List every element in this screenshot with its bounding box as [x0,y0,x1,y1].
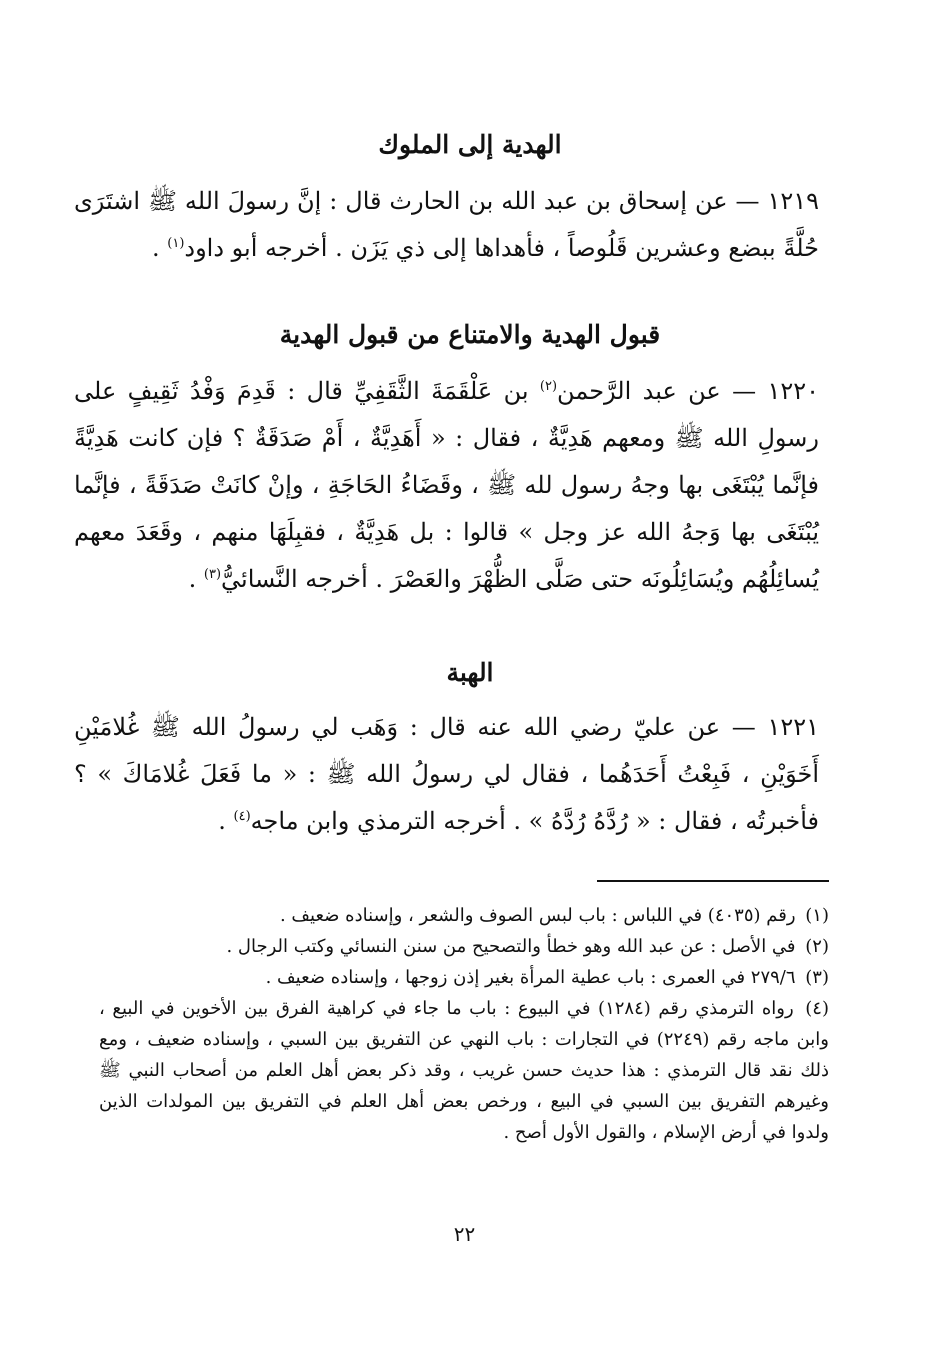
footnote-number: (٢) [805,936,829,957]
footnote-ref: (٢) [539,379,558,394]
footnote-text: رقم (٤٠٣٥) في اللباس : باب لبس الصوف والشعر ، وإسناده ضعيف . [279,905,796,926]
hadith-tail: . [151,234,168,262]
footnote-4 [99,993,829,1148]
footnote-ref: (٣) [203,567,222,582]
hadith-text: — عن إسحاق بن عبد الله بن الحارث قال : إنَّ رسولَ الله ﷺ اشتَرَى حُلَّةً ببضع وعشرين قَلُوصاً ، فأهداها إلى ذي يَزَن . أخرجه أبو داود [74,187,819,262]
footnote-1 [99,900,829,931]
hadith-tail: . [188,565,204,593]
footnote-number: (٣) [805,967,829,988]
footnote-2 [99,931,829,962]
hadith-number: ١٢٢١ [767,713,819,741]
section-heading-accepting-gifts: قبول الهدية والامتناع من قبول الهدية [279,320,661,349]
footnote-ref: (١) [167,236,185,251]
footnote-text: رواه الترمذي رقم (١٢٨٤) في البيوع : باب ما جاء في كراهية الفرق بين الأخوين في البيع ، وابن ماجه رقم (٢٢٤٩) في التجارات : باب النهي عن التفريق بين السبي ، وإسناده ضعيف ، ومع ذلك نقد قال الترمذي : هذا حديث حسن غريب ، وقد ذكر بعض أهل العلم من أصحاب النبي ﷺ وغيرهم التفريق بين السبي في البيع ، ورخص بعض أهل العلم في التفريق بين المولدات الذين ولدوا في أرض الإسلام ، والقول الأول أصح . [99,998,829,1143]
hadith-number: ١٢٢٠ [767,377,819,405]
section-heading-gift-giving: الهبة [446,658,494,687]
hadith-1219 [74,178,819,272]
footnote-text: ٢٧٩/٦ في العمرى : باب عطية المرأة بغير إذن زوجها ، وإسناده ضعيف . [265,967,796,988]
footnote-number: (٤) [805,998,829,1019]
hadith-text: — عن عبد الرَّحمن [557,377,768,405]
footnote-3 [99,962,829,993]
page-number: ٢٢ [453,1222,476,1246]
footnote-divider [597,880,829,882]
hadith-text: — عن عليّ رضي الله عنه قال : وَهَب لي رسولُ الله ﷺ غُلامَيْنِ أَخَوَيْنِ ، فَبِعْتُ أَحَدَهُما ، فقال لي رسولُ الله ﷺ : « ما فَعَلَ غُلامَاكَ » ؟ فأخبرتُه ، فقال : « رُدَّهُ رُدَّهُ » . أخرجه الترمذي وابن ماجه [74,713,819,835]
section-heading-gifts-to-kings: الهدية إلى الملوك [378,130,562,159]
hadith-1221 [74,704,819,845]
hadith-number: ١٢١٩ [767,187,820,215]
footnote-ref: (٤) [233,809,251,824]
footnote-text: في الأصل : عن عبد الله وهو خطأ والتصحيح من سنن النسائي وكتب الرجال . [226,936,796,957]
hadith-1220 [74,368,819,603]
footnote-number: (١) [805,905,829,926]
footnotes [99,900,829,1148]
hadith-text-continued: بن عَلْقَمَةَ الثَّقَفِيِّ قال : قَدِمَ وَفْدُ ثَقِيفٍ على رسولِ الله ﷺ ومعهم هَدِيَّةٌ ، فقال : « أَهَدِيَّةٌ ، أَمْ صَدَقَةٌ ؟ فإن كانت هَدِيَّةً فإنَّما يُبْتَغَى بها وجهُ رسول لله ﷺ ، وقَضَاءُ الحَاجَةِ ، وإنْ كانَتْ صَدَقَةً ، فإنَّما يُبْتَغَى بها وَجهُ الله عز وجل » قالوا : بل هَدِيَّةٌ ، فقبِلَهَا منهم ، وقَعَدَ معهم يُسائِلُهُم ويُسَائِلُونَه حتى صَلَّى الظُّهْرَ والعَصْرَ . أخرجه النَّسائيُّ [74,377,819,593]
hadith-tail: . [218,807,234,835]
